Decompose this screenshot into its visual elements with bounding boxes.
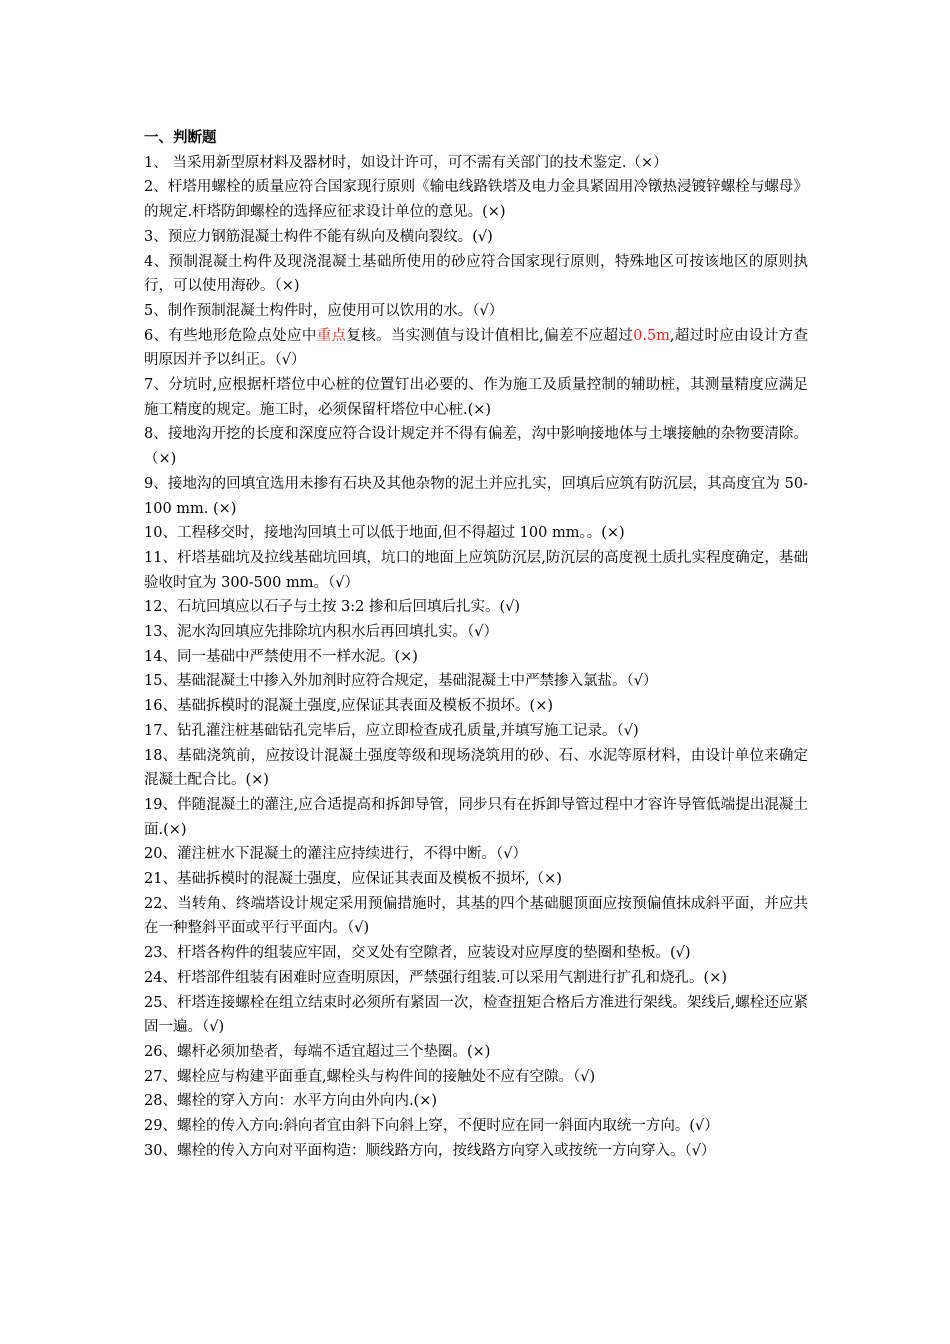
list-item: 19、伴随混凝土的灌注,应合适提高和拆卸导管，同步只有在拆卸导管过程中才容许导管低端提出混凝土面.(×) <box>144 796 808 838</box>
list-item <box>144 324 808 373</box>
list-item: 11、杆塔基础坑及拉线基础坑回填，坑口的地面上应筑防沉层,防沉层的高度视土质扎实程度确定，基础验收时宜为 300-500 mm。（√） <box>144 549 808 591</box>
list-item: 7、分坑时,应根据杆塔位中心桩的位置钉出必要的、作为施工及质量控制的辅助桩，其测量精度应满足施工精度的规定。施工时，必须保留杆塔位中心桩.(×) <box>144 377 808 418</box>
list-item: 18、基础浇筑前，应按设计混凝土强度等级和现场浇筑用的砂、石、水泥等原材料，由设计单位来确定混凝土配合比。(×) <box>144 747 808 789</box>
list-item: 1、 当采用新型原材料及器材时，如设计许可，可不需有关部门的技术鉴定.（×） <box>144 154 668 171</box>
list-item: 27、螺栓应与构建平面垂直,螺栓头与构件间的接触处不应有空隙。（√) <box>144 1068 596 1085</box>
list-item: 23、杆塔各构件的组装应牢固，交叉处有空隙者，应装设对应厚度的垫圈和垫板。(√) <box>144 945 691 962</box>
list-item: 15、基础混凝土中掺入外加剂时应符合规定，基础混凝土中严禁掺入氯盐。（√） <box>144 673 658 690</box>
list-item: 8、接地沟开挖的长度和深度应符合设计规定并不得有偏差，沟中影响接地体与土壤接触的杂物要清除。（×) <box>144 426 808 468</box>
item-text: 6、有些地形危险点处应中 <box>144 327 317 344</box>
list-item: 16、基础拆模时的混凝土强度,应保证其表面及模板不损坏。(×) <box>144 698 554 715</box>
section-heading: 一、判断题 <box>144 130 217 146</box>
list-item: 13、泥水沟回填应先排除坑内积水后再回填扎实。（√） <box>144 624 498 641</box>
item-text: ,超过时应由设计方查明原因并予以纠正。（√） <box>144 327 809 369</box>
list-item: 30、螺栓的传入方向对平面构造：顺线路方向，按线路方向穿入或按统一方向穿入。（√） <box>144 1142 716 1159</box>
list-item: 10、工程移交时，接地沟回填土可以低于地面,但不得超过 100 mm。。(×) <box>144 525 625 542</box>
list-item: 20、灌注桩水下混凝土的灌注应持续进行，不得中断。（√） <box>144 846 527 863</box>
list-item: 25、杆塔连接螺栓在组立结束时必须所有紧固一次，检查扭矩合格后方准进行架线。架线后,螺栓还应紧固一遍。（√) <box>144 994 808 1036</box>
list-item: 9、接地沟的回填宜选用未掺有石块及其他杂物的泥土并应扎实，回填后应筑有防沉层，其高度宜为 50-100 mm. (×) <box>144 475 808 517</box>
document-content <box>144 126 808 1164</box>
highlight-text: 重点 <box>316 327 347 344</box>
list-item: 4、预制混凝土构件及现浇混凝土基础所使用的砂应符合国家现行原则，特殊地区可按该地区的原则执行，可以使用海砂。（×) <box>144 253 808 295</box>
item-text: 复核。当实测值与设计值相比,偏差不应超过 <box>346 327 634 344</box>
list-item: 2、杆塔用螺栓的质量应符合国家现行原则《输电线路铁塔及电力金具紧固用冷镦热浸镀锌螺栓与螺母》的规定.杆塔防卸螺栓的选择应征求设计单位的意见。(×) <box>144 179 808 221</box>
list-item: 29、螺栓的传入方向:斜向者宜由斜下向斜上穿，不便时应在同一斜面内取统一方向。(√） <box>144 1118 719 1135</box>
list-item: 12、石坑回填应以石子与土按 3:2 掺和后回填后扎实。(√) <box>144 599 521 616</box>
list-item: 5、制作预制混凝土构件时，应使用可以饮用的水。（√） <box>144 302 504 319</box>
list-item: 21、基础拆模时的混凝土强度，应保证其表面及模板不损坏,（×) <box>144 871 562 888</box>
list-item: 26、螺杆必须加垫者，每端不适宜超过三个垫圈。(×) <box>144 1044 491 1060</box>
list-item: 22、当转角、终端塔设计规定采用预偏措施时，其基的四个基础腿顶面应按预偏值抹成斜平面，并应共在一种整斜平面或平行平面内。（√) <box>144 895 808 937</box>
list-item: 3、预应力钢筋混凝土构件不能有纵向及横向裂纹。(√) <box>144 228 493 245</box>
list-item: 24、杆塔部件组装有困难时应查明原因，严禁强行组装.可以采用气割进行扩孔和烧孔。(×) <box>144 969 728 986</box>
list-item: 17、钻孔灌注桩基础钻孔完毕后，应立即检查成孔质量,并填写施工记录。（√) <box>144 722 639 739</box>
list-item: 28、螺栓的穿入方向：水平方向由外向内.(×) <box>144 1093 438 1110</box>
highlight-text: 0.5m <box>633 327 670 344</box>
list-item: 14、同一基础中严禁使用不一样水泥。(×) <box>144 648 418 665</box>
